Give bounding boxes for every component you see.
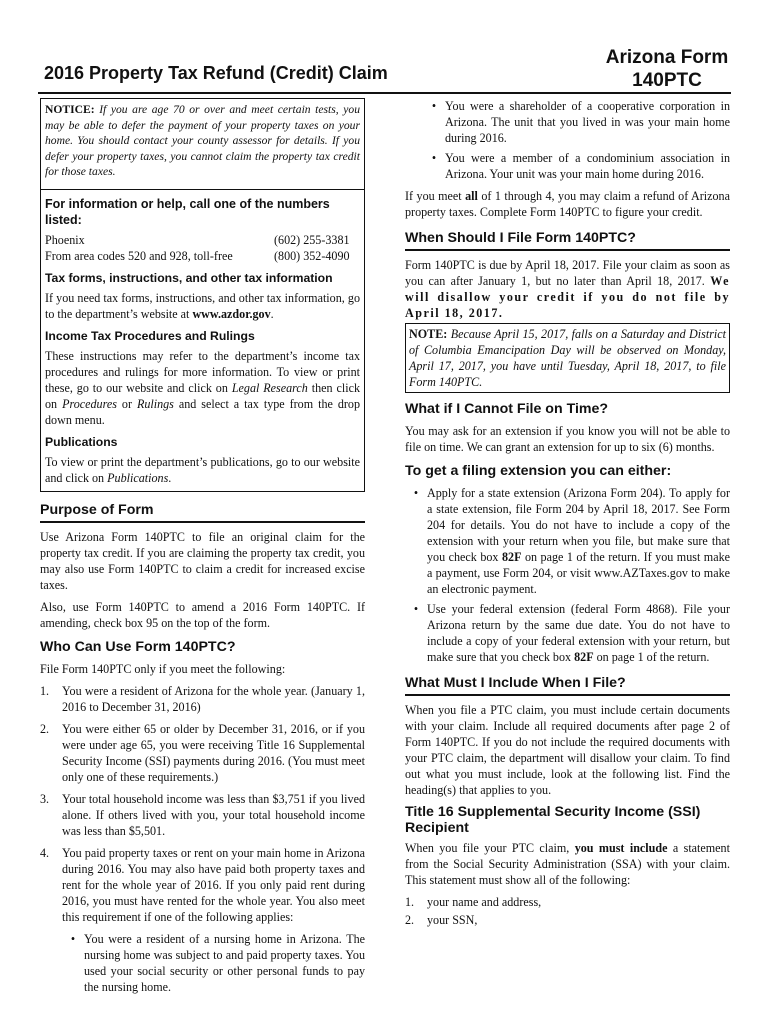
left-column [40,98,365,1001]
item-number: 3. [40,791,50,806]
right-column [405,98,730,934]
include-heading: What Must I Include When I File? [405,673,730,696]
forms-end: . [270,306,274,321]
notice-paragraph [45,102,360,180]
ext-text: Apply for a state extension (Arizona Form 204). To apply for a state extension, file Form 204 by April 18, 2017. See Form 204 for details. You do not have to include a copy of the extension with your return when you file, but make sure that you check box [427,486,730,564]
forms-text: If you need tax forms, instructions, and other tax information, go to the department’s website at [45,290,360,321]
item-text: You paid property taxes or rent on your main home in Arizona during 2016. You may also have paid both property taxes and rent for the whole year of 2016. If you only paid rent during 2016, you must have rented for the whole year. You also meet this requirement if one of the following applies: [62,845,365,924]
publications-link[interactable]: Publications [107,470,169,485]
item-text: Your total household income was less than $3,751 if you lived alone. If others lived with you, your total household income was less than $5,501. [62,791,365,838]
list-item [405,601,730,665]
list-item [40,721,365,785]
list-item [405,912,730,928]
rulings-link[interactable]: Rulings [136,396,174,411]
bullet-icon: • [70,931,76,946]
note-text: Because April 15, 2017, falls on a Saturday and District of Columbia Emancipation Day will be observed on Monday, April 17, 2017, you have until Tuesday, April 18, 2017, to file Form 140PTC. [409,327,726,389]
phone-label: Phoenix [45,232,85,247]
when-paragraph [405,257,730,321]
when-heading: When Should I File Form 140PTC? [405,228,730,251]
procedures-text: and select a tax type from the drop down menu. [45,396,360,427]
list-item [405,894,730,910]
include-paragraph: When you file a PTC claim, you must include certain documents with your claim. Include all required documents after page 2 of Form 140PTC. If you do not include the required documents with your PTC claim, the department will disallow your claim. To find out what you must include, look at the following list. Find the heading(s) that applies to you. [405,703,730,797]
requirements-list [40,683,365,925]
phone-label: From area codes 520 and 928, toll-free [45,248,233,263]
item-text: You were either 65 or older by December 31, 2016, or if you were under age 65, you were receiving Title 16 Supplemental Security Income (SSI) payments during 2016. (You must meet only one of these requirements.) [62,721,365,784]
procedures-link[interactable]: Procedures [62,396,117,411]
who-intro: File Form 140PTC only if you meet the following: [40,661,286,676]
ssi-text: a statement from the Social Security Administration (SSA) with your claim. This statement must show all of the following: [405,841,730,887]
purpose-p2: Also, use Form 140PTC to amend a 2016 Form 140PTC. If amending, check box 95 on the top of the form. [40,599,365,630]
item-number: 2. [405,913,415,927]
cannot-paragraph: You may ask for an extension if you know you will not be able to file on time. We can grant an extension for up to six (6) months. [405,424,730,454]
ext-text: Use your federal extension (federal Form 4868). File your Arizona return by the same due date. You do not have to include a copy of your federal extension with your return, but make sure that you check box [427,602,730,664]
procedures-text: or [121,396,132,411]
if-meet-paragraph [405,188,730,220]
item-number: 2. [40,721,50,736]
ssi-bold: you must include [574,841,668,855]
who-heading: Who Can Use Form 140PTC? [40,638,236,655]
if-meet-bold: all [465,189,478,203]
box-82f: 82F [574,650,594,664]
list-item [423,150,730,182]
list-item [405,485,730,597]
item-text: your SSN, [427,913,478,927]
phone-row-phoenix [45,232,360,248]
publications-paragraph [45,454,360,486]
bullet-text [427,485,730,597]
form-title-line2: 140PTC [632,70,702,91]
bullet-text: You were a resident of a nursing home in Arizona. The nursing home was subject to and paid property taxes. You used your social security or other personal funds to pay the nursing home. [84,931,365,994]
forms-paragraph [45,290,360,322]
phone-number: (800) 352-4090 [274,248,350,263]
item-number: 1. [405,895,415,909]
item-text: You were a resident of Arizona for the whole year. (January 1, 2016 to December 31, 2016) [62,683,365,714]
purpose-p1: Use Arizona Form 140PTC to file an original claim for the property tax credit. If you are claiming the property tax credit, you may also use Form 140PTC to claim a credit for increased excise taxes. [40,529,365,592]
notice-box [40,98,365,190]
ssi-heading: Title 16 Supplemental Security Income (SSI) Recipient [405,804,701,836]
list-item [423,98,730,146]
ext-text: on page 1 of the return. [596,650,710,664]
phone-row-tollfree [45,248,360,264]
list-item [62,931,365,995]
cannot-heading: What if I Cannot File on Time? [405,401,609,417]
ssi-text: When you file your PTC claim, [405,841,570,855]
publications-heading: Publications [45,434,118,449]
title-rule [38,92,731,94]
list-item [40,683,365,715]
bullet-icon: • [413,602,419,616]
notice-label: NOTICE: [45,103,95,116]
procedures-heading: Income Tax Procedures and Rulings [45,328,255,343]
item-number: 4. [40,845,50,860]
if-meet-text: of 1 through 4, you may claim a refund of Arizona property taxes. Complete Form 140PTC to figure your credit. [405,189,730,219]
bullet-icon: • [431,151,437,165]
procedures-text: These instructions may refer to the department’s income tax procedures and rulings for more information. To view or print these, go to our website and click on [45,348,360,395]
nursing-bullets [62,931,365,995]
help-box [40,190,365,492]
when-text: Form 140PTC is due by April 18, 2017. File your claim as soon as you can after January 1, but no later than April 18, 2017. [405,258,730,288]
ext-text: on page 1 of the return. If you must make a payment, use Form 204, or visit www.AZTaxes.gov to make an electronic payment. [427,550,730,596]
ssi-list [405,894,730,928]
note-label: NOTE: [409,327,448,341]
procedures-paragraph [45,348,360,428]
forms-heading: Tax forms, instructions, and other tax information [45,270,333,285]
list-item [40,791,365,839]
azdor-link[interactable]: www.azdor.gov [192,306,271,321]
document-title: 2016 Property Tax Refund (Credit) Claim [44,63,388,83]
note-box [405,323,730,393]
extension-heading: To get a filing extension you can either: [405,463,672,479]
form-number-title [604,46,730,92]
box-82f: 82F [501,550,522,564]
publications-text: To view or print the department’s publications, go to our website and click on [45,454,360,485]
phone-number: (602) 255-3381 [274,232,350,247]
notice-text: If you are age 70 or over and meet certain tests, you may be able to defer the payment of your property taxes on your home. You should contact your county assessor for details. If you defer your property taxes, you cannot claim the property tax credit for those taxes. [45,103,360,178]
bullet-text: You were a shareholder of a cooperative corporation in Arizona. The unit that you lived in was your main home during 2016. [445,99,730,145]
procedures-text: then click on [45,380,360,411]
ssi-paragraph [405,840,730,888]
bullet-text [427,601,730,665]
extension-bullets [405,485,730,665]
item-number: 1. [40,683,50,698]
purpose-heading: Purpose of Form [40,500,365,523]
publications-end: . [168,470,172,485]
bullet-icon: • [413,486,419,500]
bullet-text: You were a member of a condominium association in Arizona. Your unit was your main home during 2016. [445,151,730,181]
bullet-icon: • [431,99,437,113]
help-heading: For information or help, call one of the numbers listed: [45,196,330,227]
list-item [40,845,365,925]
legal-research-link[interactable]: Legal Research [231,380,308,395]
if-meet-text: If you meet [405,189,462,203]
item-text: your name and address, [427,895,542,909]
form-title-line1: Arizona Form [605,47,729,68]
when-warning: We will disallow your credit if you do not file by April 18, 2017. [405,274,730,320]
top-bullets [423,98,730,182]
